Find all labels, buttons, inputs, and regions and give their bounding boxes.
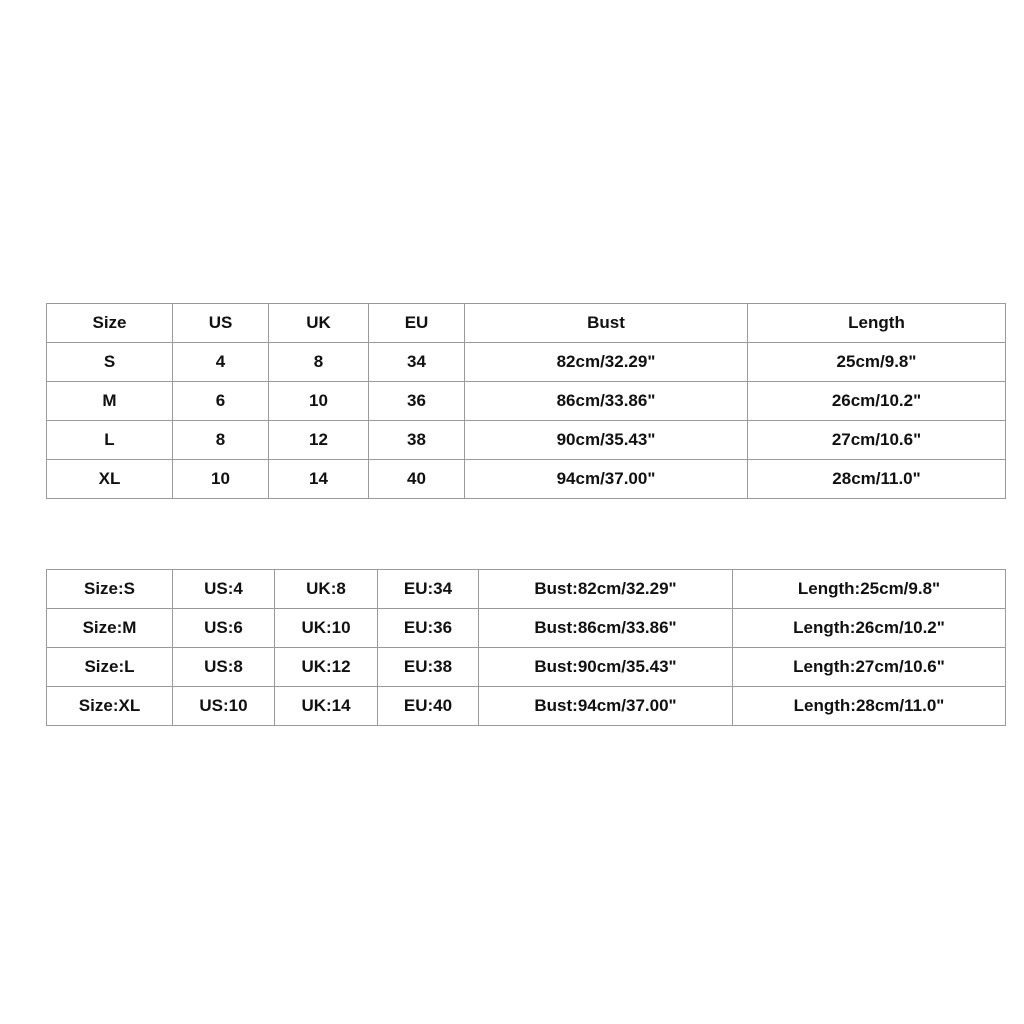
header-cell: UK: [269, 304, 369, 343]
header-cell: Size: [47, 304, 173, 343]
header-cell: US: [173, 304, 269, 343]
size-chart-table: [46, 303, 1006, 499]
table-cell: M: [47, 382, 173, 421]
table-cell: Length:28cm/11.0": [733, 687, 1006, 726]
table-cell: US:10: [173, 687, 275, 726]
table-row: [47, 460, 1006, 499]
table-row: [47, 687, 1006, 726]
table-cell: 82cm/32.29": [465, 343, 748, 382]
table-cell: Bust:90cm/35.43": [479, 648, 733, 687]
table-cell: Length:27cm/10.6": [733, 648, 1006, 687]
table-cell: 34: [369, 343, 465, 382]
table-cell: Size:XL: [47, 687, 173, 726]
table-row: [47, 648, 1006, 687]
table-cell: 40: [369, 460, 465, 499]
table-cell: L: [47, 421, 173, 460]
table-cell: US:8: [173, 648, 275, 687]
table-cell: Length:26cm/10.2": [733, 609, 1006, 648]
table-cell: 25cm/9.8": [748, 343, 1006, 382]
table-row: [47, 421, 1006, 460]
table-cell: S: [47, 343, 173, 382]
table-header-row: [47, 304, 1006, 343]
table-cell: UK:12: [275, 648, 378, 687]
header-cell: Length: [748, 304, 1006, 343]
table-cell: 14: [269, 460, 369, 499]
table-cell: EU:40: [378, 687, 479, 726]
table-cell: 90cm/35.43": [465, 421, 748, 460]
table-cell: XL: [47, 460, 173, 499]
table-cell: Bust:86cm/33.86": [479, 609, 733, 648]
table-cell: 8: [269, 343, 369, 382]
table-cell: UK:10: [275, 609, 378, 648]
table-cell: 12: [269, 421, 369, 460]
table-cell: Length:25cm/9.8": [733, 570, 1006, 609]
table-cell: Size:S: [47, 570, 173, 609]
header-cell: EU: [369, 304, 465, 343]
table-cell: 36: [369, 382, 465, 421]
size-label-table: [46, 569, 1006, 726]
table-cell: 38: [369, 421, 465, 460]
table-cell: 10: [269, 382, 369, 421]
table-cell: 8: [173, 421, 269, 460]
table-cell: 6: [173, 382, 269, 421]
table-row: [47, 382, 1006, 421]
table-cell: 26cm/10.2": [748, 382, 1006, 421]
table-cell: EU:34: [378, 570, 479, 609]
table-cell: Bust:82cm/32.29": [479, 570, 733, 609]
table-cell: 10: [173, 460, 269, 499]
table-cell: EU:36: [378, 609, 479, 648]
table-cell: EU:38: [378, 648, 479, 687]
table-cell: 28cm/11.0": [748, 460, 1006, 499]
table-row: [47, 609, 1006, 648]
table-cell: US:4: [173, 570, 275, 609]
table-cell: 27cm/10.6": [748, 421, 1006, 460]
table-cell: 94cm/37.00": [465, 460, 748, 499]
table-cell: 86cm/33.86": [465, 382, 748, 421]
table-row: [47, 343, 1006, 382]
table-cell: UK:14: [275, 687, 378, 726]
table-row: [47, 570, 1006, 609]
table-cell: Size:L: [47, 648, 173, 687]
table-cell: US:6: [173, 609, 275, 648]
table-cell: Size:M: [47, 609, 173, 648]
table-cell: UK:8: [275, 570, 378, 609]
table-cell: 4: [173, 343, 269, 382]
header-cell: Bust: [465, 304, 748, 343]
table-cell: Bust:94cm/37.00": [479, 687, 733, 726]
